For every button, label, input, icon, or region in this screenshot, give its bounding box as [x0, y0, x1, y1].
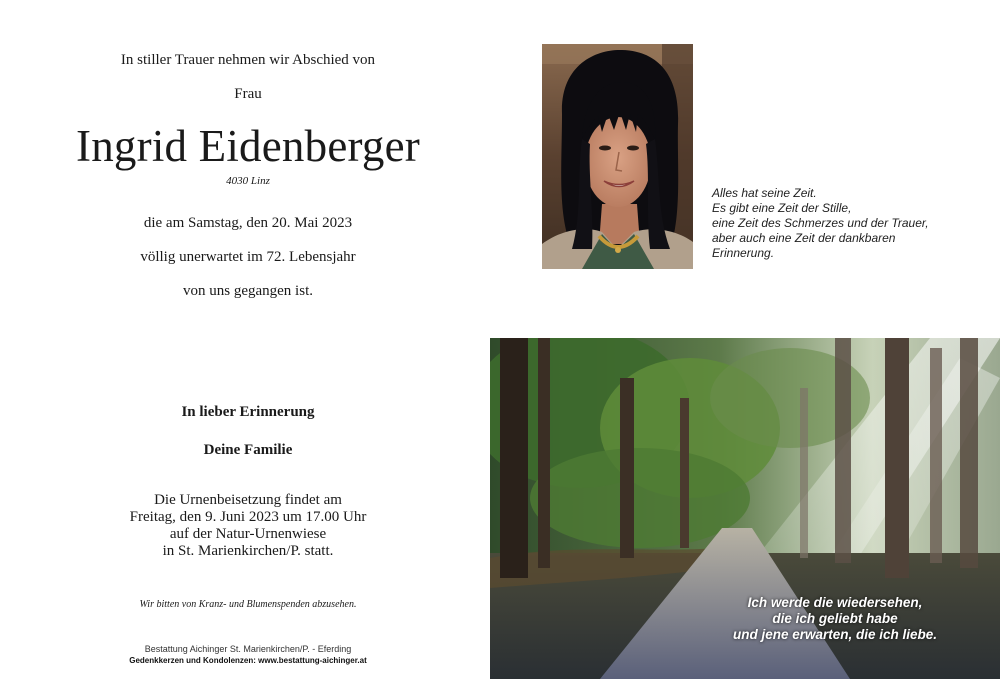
flowers-note: Wir bitten von Kranz- und Blumenspenden abzusehen. [139, 599, 357, 610]
funeral-line: in St. Marienkirchen/P. statt. [162, 543, 334, 559]
quote-bottom-line: und jene erwarten, die ich liebe. [732, 627, 938, 642]
quote-bottom-line: die ich geliebt habe [772, 611, 898, 626]
age-line: völlig unerwartet im 72. Lebensjahr [140, 249, 356, 265]
quote-top-line: Alles hat seine Zeit. [712, 186, 817, 200]
death-date: die am Samstag, den 20. Mai 2023 [143, 215, 353, 231]
salutation: Frau [234, 86, 262, 102]
funeral-line: Freitag, den 9. Juni 2023 um 17.00 Uhr [129, 509, 367, 525]
funeral-details [0, 492, 496, 560]
funeral-line: Die Urnenbeisetzung findet am [154, 492, 342, 508]
quote-top-line: Erinnerung. [712, 246, 775, 260]
memory-heading: In lieber Erinnerung [181, 404, 315, 420]
passed-line: von uns gegangen ist. [183, 283, 313, 299]
quote-top-line: Es gibt eine Zeit der Stille, [712, 201, 852, 215]
portrait-photo [542, 44, 693, 269]
family-signature: Deine Familie [203, 442, 293, 458]
deceased-city: 4030 Linz [226, 175, 270, 187]
funeral-line: auf der Natur-Urnenwiese [169, 526, 327, 542]
quote-top [712, 186, 992, 261]
condolence-line: Gedenkkerzen und Kondolenzen: www.bestattung-aichinger.at [129, 656, 367, 665]
quote-top-line: eine Zeit des Schmerzes und der Trauer, [712, 216, 929, 230]
portrait-illustration [542, 44, 693, 269]
intro-text: In stiller Trauer nehmen wir Abschied von [120, 52, 376, 68]
quote-top-line: aber auch eine Zeit der dankbaren [712, 231, 896, 245]
quote-bottom-line: Ich werde die wiedersehen, [747, 595, 923, 610]
quote-bottom [700, 595, 970, 643]
undertaker-line: Bestattung Aichinger St. Marienkirchen/P. - Eferding [144, 644, 352, 654]
deceased-name: Ingrid Eidenberger [76, 121, 420, 171]
